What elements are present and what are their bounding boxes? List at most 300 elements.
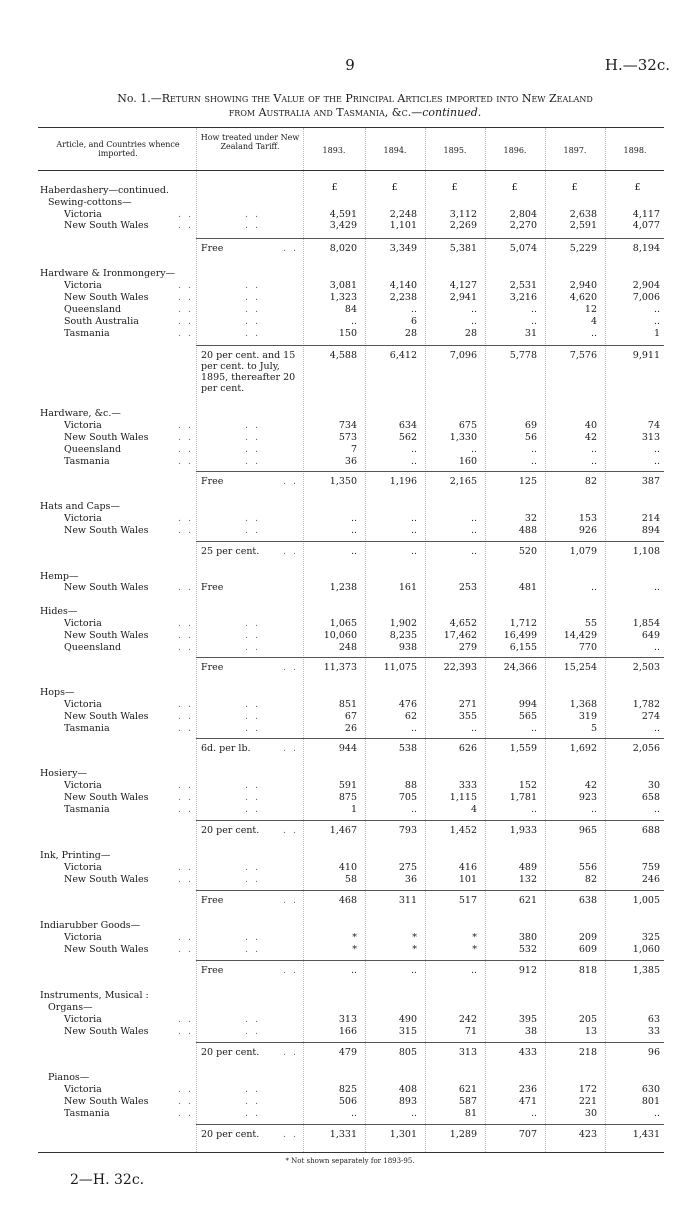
value-cell: .. [470, 723, 477, 734]
value-cell: 1,782 [632, 699, 660, 710]
value-cell: 1,330 [449, 432, 477, 443]
tariff-label: Free [201, 965, 224, 976]
leader-dots: . . [245, 456, 261, 467]
value-cell: 28 [404, 328, 417, 339]
leader-dots: . . [178, 1108, 194, 1119]
value-cell: .. [470, 546, 477, 557]
value-cell: 172 [578, 1084, 597, 1095]
category-heading: Haberdashery—continued. [40, 185, 169, 196]
subtotal-rule [196, 1042, 664, 1043]
value-cell: 125 [518, 476, 537, 487]
value-cell: 8,194 [632, 243, 660, 254]
value-cell: 153 [578, 513, 597, 524]
value-cell: .. [410, 525, 417, 536]
leader-dots: . . [178, 630, 194, 641]
value-cell: 67 [344, 711, 357, 722]
value-cell: 4,140 [389, 280, 417, 291]
value-cell: 2,804 [509, 209, 537, 220]
value-cell: 8,020 [329, 243, 357, 254]
leader-dots: . . [245, 444, 261, 455]
value-cell: 274 [641, 711, 660, 722]
value-cell: 1,933 [509, 825, 537, 836]
value-cell: .. [530, 804, 537, 815]
value-cell: 246 [641, 874, 660, 885]
value-cell: 74 [647, 420, 660, 431]
value-cell: .. [653, 1108, 660, 1119]
leader-dots: . . [245, 1096, 261, 1107]
pound-sign: £ [391, 182, 398, 193]
leader-dots: . . [245, 1084, 261, 1095]
value-cell: 938 [398, 642, 417, 653]
value-cell: 63 [647, 1014, 660, 1025]
tariff-label: 20 per cent. [201, 825, 260, 836]
tariff-label: 20 per cent. and 15 per cent. to July, 1895, thereafter 20 per cent. [201, 350, 296, 394]
value-cell: 33 [647, 1026, 660, 1037]
value-cell: 150 [338, 328, 357, 339]
value-cell: 965 [578, 825, 597, 836]
value-cell: .. [653, 304, 660, 315]
leader-dots: . . [245, 328, 261, 339]
value-cell: * [412, 932, 417, 943]
value-cell: 923 [578, 792, 597, 803]
value-cell: 221 [578, 1096, 597, 1107]
leader-dots: . . [283, 546, 299, 557]
value-cell: 22,393 [443, 662, 477, 673]
value-cell: 248 [338, 642, 357, 653]
value-cell: 562 [398, 432, 417, 443]
value-cell: 313 [641, 432, 660, 443]
value-cell: 2,056 [632, 743, 660, 754]
value-cell: .. [653, 316, 660, 327]
header-year: 1894. [383, 146, 407, 155]
value-cell: .. [410, 723, 417, 734]
title-line-2: from Australia and Tasmania, &c.— [228, 106, 423, 119]
value-cell: 1,452 [449, 825, 477, 836]
leader-dots: . . [178, 280, 194, 291]
value-cell: 634 [398, 420, 417, 431]
title-line-1: Return showing the Value of the Principal Articles imported into New Zealand [161, 92, 593, 105]
leader-dots: . . [178, 642, 194, 653]
leader-dots: . . [178, 292, 194, 303]
footnote: * Not shown separately for 1893-95. [285, 1157, 415, 1165]
value-cell: 36 [344, 456, 357, 467]
value-cell: 707 [518, 1129, 537, 1140]
value-cell: 675 [458, 420, 477, 431]
country-label: Victoria [64, 618, 102, 629]
category-heading: Organs— [48, 1002, 93, 1013]
value-cell: 573 [338, 432, 357, 443]
value-cell: .. [653, 723, 660, 734]
value-cell: 325 [641, 932, 660, 943]
value-cell: 7,006 [632, 292, 660, 303]
leader-dots: . . [178, 932, 194, 943]
value-cell: * [472, 944, 477, 955]
value-cell: 16,499 [503, 630, 537, 641]
value-cell: 621 [518, 895, 537, 906]
subtotal-rule [196, 960, 664, 961]
subtotal-rule [196, 541, 664, 542]
leader-dots: . . [245, 792, 261, 803]
value-cell: .. [470, 444, 477, 455]
leader-dots: . . [178, 525, 194, 536]
value-cell: * [352, 944, 357, 955]
value-cell: 433 [518, 1047, 537, 1058]
value-cell: .. [470, 316, 477, 327]
country-label: New South Wales [64, 292, 149, 303]
subtotal-rule [196, 238, 664, 239]
value-cell: 311 [398, 895, 417, 906]
value-cell: 649 [641, 630, 660, 641]
subtotal-rule [196, 1124, 664, 1125]
value-cell: 313 [338, 1014, 357, 1025]
value-cell: 333 [458, 780, 477, 791]
subtotal-rule [196, 820, 664, 821]
country-label: New South Wales [64, 874, 149, 885]
value-cell: 313 [458, 1047, 477, 1058]
value-cell: 1,115 [449, 792, 477, 803]
category-heading: Indiarubber Goods— [40, 920, 141, 931]
value-cell: 31 [524, 328, 537, 339]
value-cell: 410 [338, 862, 357, 873]
header-year: 1895. [443, 146, 467, 155]
country-label: Tasmania [64, 804, 110, 815]
value-cell: 488 [518, 525, 537, 536]
table-top-rule [38, 127, 664, 128]
value-cell: 609 [578, 944, 597, 955]
pound-sign: £ [511, 182, 518, 193]
value-cell: 11,373 [323, 662, 357, 673]
value-cell: * [472, 932, 477, 943]
value-cell: 926 [578, 525, 597, 536]
value-cell: 26 [344, 723, 357, 734]
value-cell: 62 [404, 711, 417, 722]
leader-dots: . . [283, 1047, 299, 1058]
tariff-label: Free [201, 476, 224, 487]
leader-dots: . . [178, 699, 194, 710]
subtotal-rule [196, 657, 664, 658]
value-cell: 630 [641, 1084, 660, 1095]
leader-dots: . . [245, 420, 261, 431]
value-cell: 3,081 [329, 280, 357, 291]
value-cell: .. [410, 513, 417, 524]
value-cell: .. [590, 328, 597, 339]
value-cell: .. [350, 316, 357, 327]
leader-dots: . . [283, 1129, 299, 1140]
value-cell: 1,368 [569, 699, 597, 710]
leader-dots: . . [178, 1026, 194, 1037]
value-cell: 4,127 [449, 280, 477, 291]
value-cell: 4 [590, 316, 597, 327]
value-cell: 517 [458, 895, 477, 906]
value-cell: 638 [578, 895, 597, 906]
value-cell: 3,429 [329, 220, 357, 231]
value-cell: 10,060 [323, 630, 357, 641]
value-cell: 55 [584, 618, 597, 629]
table-bottom-rule [38, 1152, 664, 1153]
value-cell: 565 [518, 711, 537, 722]
value-cell: .. [410, 804, 417, 815]
value-cell: 1,559 [509, 743, 537, 754]
value-cell: 818 [578, 965, 597, 976]
pound-sign: £ [571, 182, 578, 193]
value-cell: 489 [518, 862, 537, 873]
value-cell: 214 [641, 513, 660, 524]
leader-dots: . . [178, 780, 194, 791]
value-cell: 912 [518, 965, 537, 976]
value-cell: 5,381 [449, 243, 477, 254]
category-heading: Hosiery— [40, 768, 87, 779]
header-year: 1898. [623, 146, 647, 155]
value-cell: 476 [398, 699, 417, 710]
value-cell: 2,270 [509, 220, 537, 231]
category-heading: Hardware, &c.— [40, 408, 121, 419]
leader-dots: . . [245, 220, 261, 231]
leader-dots: . . [178, 432, 194, 443]
title-continued: continued. [422, 106, 482, 119]
country-label: Victoria [64, 420, 102, 431]
value-cell: 160 [458, 456, 477, 467]
value-cell: 355 [458, 711, 477, 722]
value-cell: 7,576 [569, 350, 597, 361]
leader-dots: . . [178, 220, 194, 231]
value-cell: 4,077 [632, 220, 660, 231]
country-label: Victoria [64, 699, 102, 710]
value-cell: 3,216 [509, 292, 537, 303]
value-cell: 825 [338, 1084, 357, 1095]
category-heading: Hemp— [40, 571, 79, 582]
leader-dots: . . [245, 630, 261, 641]
leader-dots: . . [245, 1014, 261, 1025]
value-cell: 1,060 [632, 944, 660, 955]
value-cell: 1,101 [389, 220, 417, 231]
pound-sign: £ [634, 182, 641, 193]
value-cell: 205 [578, 1014, 597, 1025]
pound-sign: £ [451, 182, 458, 193]
value-cell: 1,467 [329, 825, 357, 836]
value-cell: 132 [518, 874, 537, 885]
value-cell: 1,323 [329, 292, 357, 303]
value-cell: .. [350, 965, 357, 976]
country-label: Queensland [64, 304, 122, 315]
value-cell: 1 [653, 328, 660, 339]
value-cell: 2,940 [569, 280, 597, 291]
value-cell: * [352, 932, 357, 943]
value-cell: .. [470, 965, 477, 976]
leader-dots: . . [245, 292, 261, 303]
leader-dots: . . [178, 723, 194, 734]
value-cell: 81 [464, 1108, 477, 1119]
leader-dots: . . [178, 209, 194, 220]
value-cell: .. [530, 316, 537, 327]
value-cell: .. [410, 444, 417, 455]
title-prefix: No. 1.— [117, 92, 162, 105]
value-cell: 96 [647, 1047, 660, 1058]
value-cell: .. [530, 1108, 537, 1119]
pound-sign: £ [331, 182, 338, 193]
value-cell: 944 [338, 743, 357, 754]
value-cell: 1,289 [449, 1129, 477, 1140]
leader-dots: . . [245, 1108, 261, 1119]
leader-dots: . . [283, 743, 299, 754]
value-cell: 236 [518, 1084, 537, 1095]
country-label: New South Wales [64, 525, 149, 536]
value-cell: 759 [641, 862, 660, 873]
value-cell: 9,911 [632, 350, 660, 361]
tariff-label: 25 per cent. [201, 546, 260, 557]
value-cell: 4,591 [329, 209, 357, 220]
value-cell: 13 [584, 1026, 597, 1037]
value-cell: 7,096 [449, 350, 477, 361]
country-label: Tasmania [64, 723, 110, 734]
value-cell: 58 [344, 874, 357, 885]
value-cell: .. [410, 456, 417, 467]
value-cell: 805 [398, 1047, 417, 1058]
country-label: Tasmania [64, 328, 110, 339]
country-label: New South Wales [64, 944, 149, 955]
value-cell: 1,385 [632, 965, 660, 976]
leader-dots: . . [178, 792, 194, 803]
country-label: New South Wales [64, 220, 149, 231]
leader-dots: . . [178, 304, 194, 315]
value-cell: 587 [458, 1096, 477, 1107]
leader-dots: . . [178, 456, 194, 467]
value-cell: 166 [338, 1026, 357, 1037]
leader-dots: . . [245, 432, 261, 443]
value-cell: .. [350, 513, 357, 524]
country-label: New South Wales [64, 1096, 149, 1107]
value-cell: 242 [458, 1014, 477, 1025]
category-heading: Hides— [40, 606, 78, 617]
leader-dots: . . [245, 316, 261, 327]
value-cell: 538 [398, 743, 417, 754]
tariff-label: Free [201, 243, 224, 254]
leader-dots: . . [178, 316, 194, 327]
value-cell: 2,904 [632, 280, 660, 291]
value-cell: .. [590, 456, 597, 467]
country-label: New South Wales [64, 582, 149, 593]
leader-dots: . . [178, 944, 194, 955]
value-cell: 591 [338, 780, 357, 791]
header-year: 1896. [503, 146, 527, 155]
leader-dots: . . [245, 304, 261, 315]
value-cell: .. [350, 546, 357, 557]
value-cell: 30 [647, 780, 660, 791]
country-label: Victoria [64, 932, 102, 943]
page-number: 9 [345, 56, 355, 74]
value-cell: 875 [338, 792, 357, 803]
value-cell: 2,269 [449, 220, 477, 231]
value-cell: 6 [410, 316, 417, 327]
value-cell: 82 [584, 874, 597, 885]
value-cell: .. [470, 513, 477, 524]
value-cell: * [412, 944, 417, 955]
leader-dots: . . [178, 862, 194, 873]
value-cell: 6,155 [509, 642, 537, 653]
country-label: Victoria [64, 862, 102, 873]
signature-mark: 2—H. 32c. [70, 1172, 145, 1188]
leader-dots: . . [283, 243, 299, 254]
value-cell: 1,196 [389, 476, 417, 487]
leader-dots: . . [178, 618, 194, 629]
value-cell: 36 [404, 874, 417, 885]
category-heading: Sewing-cottons— [48, 197, 132, 208]
value-cell: 42 [584, 780, 597, 791]
value-cell: 17,462 [443, 630, 477, 641]
value-cell: 12 [584, 304, 597, 315]
category-heading: Hops— [40, 687, 75, 698]
value-cell: 4,620 [569, 292, 597, 303]
value-cell: 2,638 [569, 209, 597, 220]
leader-dots: . . [245, 280, 261, 291]
value-cell: 387 [641, 476, 660, 487]
value-cell: 3,112 [449, 209, 477, 220]
value-cell: 71 [464, 1026, 477, 1037]
value-cell: 621 [458, 1084, 477, 1095]
value-cell: 994 [518, 699, 537, 710]
leader-dots: . . [245, 932, 261, 943]
subtotal-rule [196, 738, 664, 739]
value-cell: 380 [518, 932, 537, 943]
value-cell: 705 [398, 792, 417, 803]
category-heading: Ink, Printing— [40, 850, 111, 861]
leader-dots: . . [178, 444, 194, 455]
value-cell: 82 [584, 476, 597, 487]
value-cell: 4,117 [632, 209, 660, 220]
value-cell: 893 [398, 1096, 417, 1107]
country-label: Victoria [64, 280, 102, 291]
value-cell: 1 [350, 804, 357, 815]
value-cell: .. [653, 456, 660, 467]
country-label: Victoria [64, 780, 102, 791]
value-cell: 88 [404, 780, 417, 791]
category-heading: Instruments, Musical : [40, 990, 149, 1001]
value-cell: .. [653, 582, 660, 593]
value-cell: 152 [518, 780, 537, 791]
value-cell: 2,941 [449, 292, 477, 303]
country-label: New South Wales [64, 432, 149, 443]
value-cell: .. [350, 525, 357, 536]
value-cell: 14,429 [563, 630, 597, 641]
value-cell: 1,712 [509, 618, 537, 629]
country-label: New South Wales [64, 711, 149, 722]
value-cell: 1,065 [329, 618, 357, 629]
leader-dots: . . [245, 944, 261, 955]
country-label: Tasmania [64, 456, 110, 467]
country-label: Queensland [64, 642, 122, 653]
header-year: 1897. [563, 146, 587, 155]
leader-dots: . . [245, 525, 261, 536]
value-cell: 24,366 [503, 662, 537, 673]
value-cell: 2,503 [632, 662, 660, 673]
value-cell: 15,254 [563, 662, 597, 673]
value-cell: 1,854 [632, 618, 660, 629]
tariff-label: Free [201, 662, 224, 673]
value-cell: 2,238 [389, 292, 417, 303]
value-cell: 556 [578, 862, 597, 873]
value-cell: 32 [524, 513, 537, 524]
value-cell: 218 [578, 1047, 597, 1058]
value-cell: .. [590, 444, 597, 455]
value-cell: 40 [584, 420, 597, 431]
column-divider [196, 128, 197, 1152]
value-cell: 1,692 [569, 743, 597, 754]
value-cell: 3,349 [389, 243, 417, 254]
value-cell: 851 [338, 699, 357, 710]
value-cell: .. [590, 582, 597, 593]
leader-dots: . . [245, 699, 261, 710]
value-cell: 7 [350, 444, 357, 455]
value-cell: .. [530, 304, 537, 315]
